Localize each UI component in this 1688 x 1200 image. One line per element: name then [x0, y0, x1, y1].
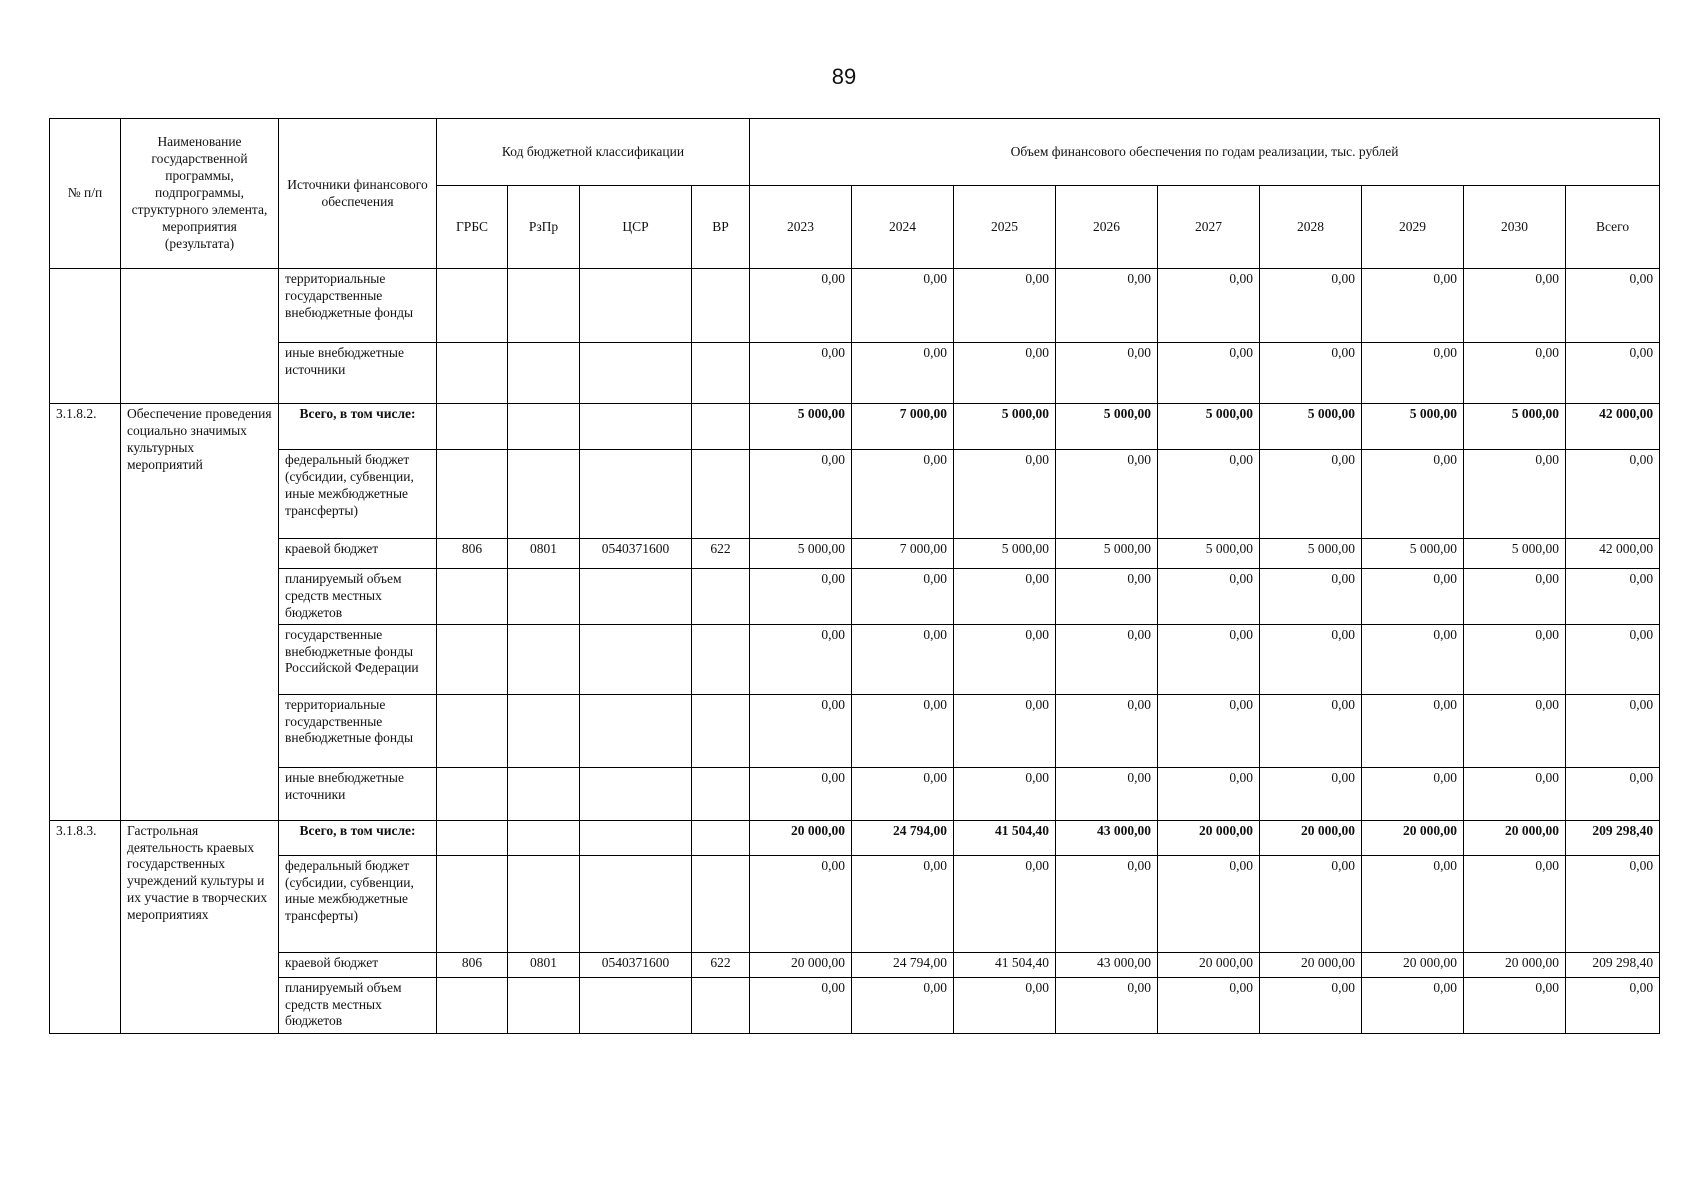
- value-year: 0,00: [1464, 269, 1566, 343]
- budget-table: [49, 118, 1660, 1034]
- value-year: 0,00: [852, 977, 954, 1033]
- value-total: 0,00: [1566, 269, 1660, 343]
- code-csr: [580, 269, 692, 343]
- value-year: 43 000,00: [1056, 952, 1158, 977]
- code-vr: [692, 404, 750, 450]
- value-total: 0,00: [1566, 977, 1660, 1033]
- code-csr: [580, 694, 692, 767]
- value-year: 0,00: [852, 343, 954, 404]
- value-year: 0,00: [1260, 767, 1362, 820]
- value-year: 20 000,00: [1158, 952, 1260, 977]
- value-year: 0,00: [1464, 767, 1566, 820]
- funding-source: Всего, в том числе:: [279, 404, 437, 450]
- table-row: [50, 450, 1660, 539]
- header-csr: ЦСР: [580, 186, 692, 269]
- header-year: 2027: [1158, 186, 1260, 269]
- code-grbs: 806: [437, 539, 508, 569]
- code-vr: [692, 269, 750, 343]
- value-year: 7 000,00: [852, 404, 954, 450]
- value-year: 0,00: [1464, 343, 1566, 404]
- value-year: 0,00: [852, 694, 954, 767]
- item-number: 3.1.8.3.: [50, 820, 121, 1033]
- value-year: 0,00: [1056, 450, 1158, 539]
- value-year: 0,00: [1056, 977, 1158, 1033]
- value-year: 0,00: [852, 624, 954, 694]
- value-year: 0,00: [750, 767, 852, 820]
- header-year: 2030: [1464, 186, 1566, 269]
- table-row: [50, 624, 1660, 694]
- code-vr: [692, 694, 750, 767]
- value-year: 0,00: [1056, 624, 1158, 694]
- header-year: 2028: [1260, 186, 1362, 269]
- value-year: 7 000,00: [852, 539, 954, 569]
- code-rzpr: [508, 767, 580, 820]
- value-year: 20 000,00: [1464, 952, 1566, 977]
- value-year: 0,00: [1464, 855, 1566, 952]
- item-name: Обеспечение проведения социально значимых культурных мероприятий: [121, 404, 279, 821]
- value-year: 0,00: [1362, 855, 1464, 952]
- table-body: [50, 269, 1660, 1034]
- value-total: 0,00: [1566, 767, 1660, 820]
- value-year: 0,00: [1056, 694, 1158, 767]
- value-year: 0,00: [750, 694, 852, 767]
- value-year: 5 000,00: [750, 539, 852, 569]
- header-kbk: Код бюджетной классификации: [437, 119, 750, 186]
- code-vr: [692, 855, 750, 952]
- funding-source: федеральный бюджет (субсидии, субвенции, иные межбюджетные трансферты): [279, 855, 437, 952]
- value-year: 0,00: [1158, 569, 1260, 625]
- value-year: 0,00: [1158, 694, 1260, 767]
- header-year: 2026: [1056, 186, 1158, 269]
- value-year: 24 794,00: [852, 820, 954, 855]
- header-year: 2024: [852, 186, 954, 269]
- funding-source: государственные внебюджетные фонды Российской Федерации: [279, 624, 437, 694]
- value-year: 0,00: [1056, 269, 1158, 343]
- value-year: 0,00: [1260, 694, 1362, 767]
- value-year: 0,00: [954, 343, 1056, 404]
- funding-source: территориальные государственные внебюджетные фонды: [279, 694, 437, 767]
- header-year: 2029: [1362, 186, 1464, 269]
- value-year: 0,00: [1260, 450, 1362, 539]
- value-year: 0,00: [1362, 569, 1464, 625]
- header-total: Всего: [1566, 186, 1660, 269]
- value-year: 0,00: [750, 624, 852, 694]
- value-year: 0,00: [1362, 624, 1464, 694]
- value-year: 20 000,00: [1464, 820, 1566, 855]
- value-year: 41 504,40: [954, 820, 1056, 855]
- code-vr: 622: [692, 539, 750, 569]
- value-year: 0,00: [1260, 977, 1362, 1033]
- table-row: [50, 767, 1660, 820]
- code-grbs: [437, 855, 508, 952]
- value-year: 20 000,00: [1362, 820, 1464, 855]
- value-total: 0,00: [1566, 624, 1660, 694]
- value-year: 0,00: [1260, 343, 1362, 404]
- value-year: 0,00: [1362, 450, 1464, 539]
- funding-source: федеральный бюджет (субсидии, субвенции, иные межбюджетные трансферты): [279, 450, 437, 539]
- value-year: 0,00: [1362, 694, 1464, 767]
- value-year: 0,00: [1158, 977, 1260, 1033]
- table-row: [50, 855, 1660, 952]
- value-total: 0,00: [1566, 569, 1660, 625]
- value-year: 0,00: [954, 569, 1056, 625]
- value-year: 0,00: [750, 977, 852, 1033]
- value-total: 0,00: [1566, 450, 1660, 539]
- value-year: 0,00: [1464, 569, 1566, 625]
- code-rzpr: [508, 569, 580, 625]
- value-year: 20 000,00: [1260, 820, 1362, 855]
- table-row: [50, 539, 1660, 569]
- value-year: 5 000,00: [1260, 539, 1362, 569]
- value-total: 0,00: [1566, 343, 1660, 404]
- item-number: [50, 269, 121, 404]
- value-year: 0,00: [1362, 767, 1464, 820]
- funding-source: иные внебюджетные источники: [279, 343, 437, 404]
- value-year: 0,00: [954, 269, 1056, 343]
- table-header: [50, 119, 1660, 269]
- value-year: 0,00: [954, 977, 1056, 1033]
- value-year: 5 000,00: [1362, 539, 1464, 569]
- value-year: 0,00: [1158, 450, 1260, 539]
- item-name: [121, 269, 279, 404]
- value-total: 209 298,40: [1566, 952, 1660, 977]
- value-year: 0,00: [1158, 767, 1260, 820]
- code-csr: [580, 343, 692, 404]
- table-row: [50, 977, 1660, 1033]
- code-csr: [580, 855, 692, 952]
- value-year: 0,00: [750, 450, 852, 539]
- code-vr: 622: [692, 952, 750, 977]
- value-year: 0,00: [750, 269, 852, 343]
- header-num: № п/п: [50, 119, 121, 269]
- header-rzpr: РзПр: [508, 186, 580, 269]
- code-rzpr: [508, 977, 580, 1033]
- value-year: 0,00: [1056, 767, 1158, 820]
- code-grbs: [437, 694, 508, 767]
- value-year: 5 000,00: [1362, 404, 1464, 450]
- table-row: [50, 694, 1660, 767]
- funding-source: планируемый объем средств местных бюджетов: [279, 569, 437, 625]
- value-year: 0,00: [852, 450, 954, 539]
- value-year: 0,00: [954, 694, 1056, 767]
- code-rzpr: [508, 624, 580, 694]
- table-row: [50, 952, 1660, 977]
- value-year: 0,00: [1464, 450, 1566, 539]
- code-grbs: [437, 569, 508, 625]
- code-rzpr: [508, 404, 580, 450]
- code-grbs: [437, 767, 508, 820]
- funding-source: краевой бюджет: [279, 539, 437, 569]
- funding-source: территориальные государственные внебюджетные фонды: [279, 269, 437, 343]
- value-year: 5 000,00: [1056, 404, 1158, 450]
- value-year: 0,00: [954, 767, 1056, 820]
- header-grbs: ГРБС: [437, 186, 508, 269]
- value-total: 209 298,40: [1566, 820, 1660, 855]
- value-year: 0,00: [1158, 855, 1260, 952]
- header-name: Наименование государственной программы, подпрограммы, структурного элемента, мероприятия (результата): [121, 119, 279, 269]
- code-grbs: [437, 820, 508, 855]
- value-year: 41 504,40: [954, 952, 1056, 977]
- value-year: 0,00: [1464, 694, 1566, 767]
- value-year: 0,00: [852, 767, 954, 820]
- code-vr: [692, 820, 750, 855]
- value-year: 0,00: [1260, 569, 1362, 625]
- code-vr: [692, 624, 750, 694]
- header-vr: ВР: [692, 186, 750, 269]
- value-year: 0,00: [1464, 977, 1566, 1033]
- page-number: 89: [831, 64, 857, 89]
- table-row: [50, 269, 1660, 343]
- item-name: Гастрольная деятельность краевых государственных учреждений культуры и их участие в творческих мероприятиях: [121, 820, 279, 1033]
- value-year: 0,00: [852, 569, 954, 625]
- value-year: 0,00: [1056, 855, 1158, 952]
- code-grbs: [437, 977, 508, 1033]
- code-csr: [580, 624, 692, 694]
- value-total: 42 000,00: [1566, 404, 1660, 450]
- value-year: 5 000,00: [1056, 539, 1158, 569]
- value-year: 0,00: [1056, 569, 1158, 625]
- code-vr: [692, 569, 750, 625]
- code-vr: [692, 977, 750, 1033]
- value-year: 0,00: [1158, 269, 1260, 343]
- funding-source: Всего, в том числе:: [279, 820, 437, 855]
- code-rzpr: [508, 450, 580, 539]
- value-year: 5 000,00: [1158, 539, 1260, 569]
- header-year: 2025: [954, 186, 1056, 269]
- code-csr: 0540371600: [580, 952, 692, 977]
- table-row: [50, 569, 1660, 625]
- code-csr: [580, 404, 692, 450]
- value-year: 0,00: [1260, 269, 1362, 343]
- value-year: 0,00: [750, 569, 852, 625]
- value-year: 43 000,00: [1056, 820, 1158, 855]
- header-volume: Объем финансового обеспечения по годам реализации, тыс. рублей: [750, 119, 1660, 186]
- funding-source: иные внебюджетные источники: [279, 767, 437, 820]
- value-year: 0,00: [1362, 977, 1464, 1033]
- value-year: 20 000,00: [1158, 820, 1260, 855]
- value-year: 5 000,00: [1158, 404, 1260, 450]
- code-csr: [580, 820, 692, 855]
- value-year: 0,00: [750, 855, 852, 952]
- value-year: 0,00: [954, 855, 1056, 952]
- code-grbs: [437, 624, 508, 694]
- value-year: 5 000,00: [954, 539, 1056, 569]
- code-grbs: [437, 343, 508, 404]
- header-sources: Источники финансового обеспечения: [279, 119, 437, 269]
- value-year: 20 000,00: [750, 952, 852, 977]
- value-year: 20 000,00: [1362, 952, 1464, 977]
- value-year: 5 000,00: [750, 404, 852, 450]
- value-year: 20 000,00: [1260, 952, 1362, 977]
- value-year: 0,00: [1362, 269, 1464, 343]
- code-csr: [580, 569, 692, 625]
- header-year: 2023: [750, 186, 852, 269]
- value-year: 0,00: [1158, 624, 1260, 694]
- value-year: 0,00: [852, 269, 954, 343]
- code-csr: [580, 977, 692, 1033]
- code-csr: [580, 767, 692, 820]
- code-vr: [692, 343, 750, 404]
- value-year: 0,00: [1362, 343, 1464, 404]
- value-year: 0,00: [852, 855, 954, 952]
- value-year: 24 794,00: [852, 952, 954, 977]
- value-total: 0,00: [1566, 694, 1660, 767]
- table-row: [50, 820, 1660, 855]
- value-year: 5 000,00: [1464, 539, 1566, 569]
- code-csr: [580, 450, 692, 539]
- code-rzpr: [508, 855, 580, 952]
- value-year: 5 000,00: [954, 404, 1056, 450]
- item-number: 3.1.8.2.: [50, 404, 121, 821]
- code-rzpr: 0801: [508, 952, 580, 977]
- table-row: [50, 404, 1660, 450]
- value-total: 0,00: [1566, 855, 1660, 952]
- code-rzpr: [508, 694, 580, 767]
- code-rzpr: [508, 269, 580, 343]
- code-rzpr: [508, 343, 580, 404]
- funding-source: краевой бюджет: [279, 952, 437, 977]
- value-year: 0,00: [1464, 624, 1566, 694]
- code-grbs: [437, 450, 508, 539]
- value-year: 0,00: [1056, 343, 1158, 404]
- code-vr: [692, 767, 750, 820]
- value-year: 0,00: [750, 343, 852, 404]
- value-year: 5 000,00: [1260, 404, 1362, 450]
- value-year: 0,00: [1260, 855, 1362, 952]
- code-csr: 0540371600: [580, 539, 692, 569]
- code-grbs: 806: [437, 952, 508, 977]
- value-year: 20 000,00: [750, 820, 852, 855]
- value-year: 0,00: [1260, 624, 1362, 694]
- table-row: [50, 343, 1660, 404]
- code-grbs: [437, 404, 508, 450]
- funding-source: планируемый объем средств местных бюджетов: [279, 977, 437, 1033]
- code-rzpr: 0801: [508, 539, 580, 569]
- value-year: 0,00: [954, 624, 1056, 694]
- value-total: 42 000,00: [1566, 539, 1660, 569]
- code-vr: [692, 450, 750, 539]
- code-grbs: [437, 269, 508, 343]
- value-year: 0,00: [1158, 343, 1260, 404]
- code-rzpr: [508, 820, 580, 855]
- value-year: 5 000,00: [1464, 404, 1566, 450]
- value-year: 0,00: [954, 450, 1056, 539]
